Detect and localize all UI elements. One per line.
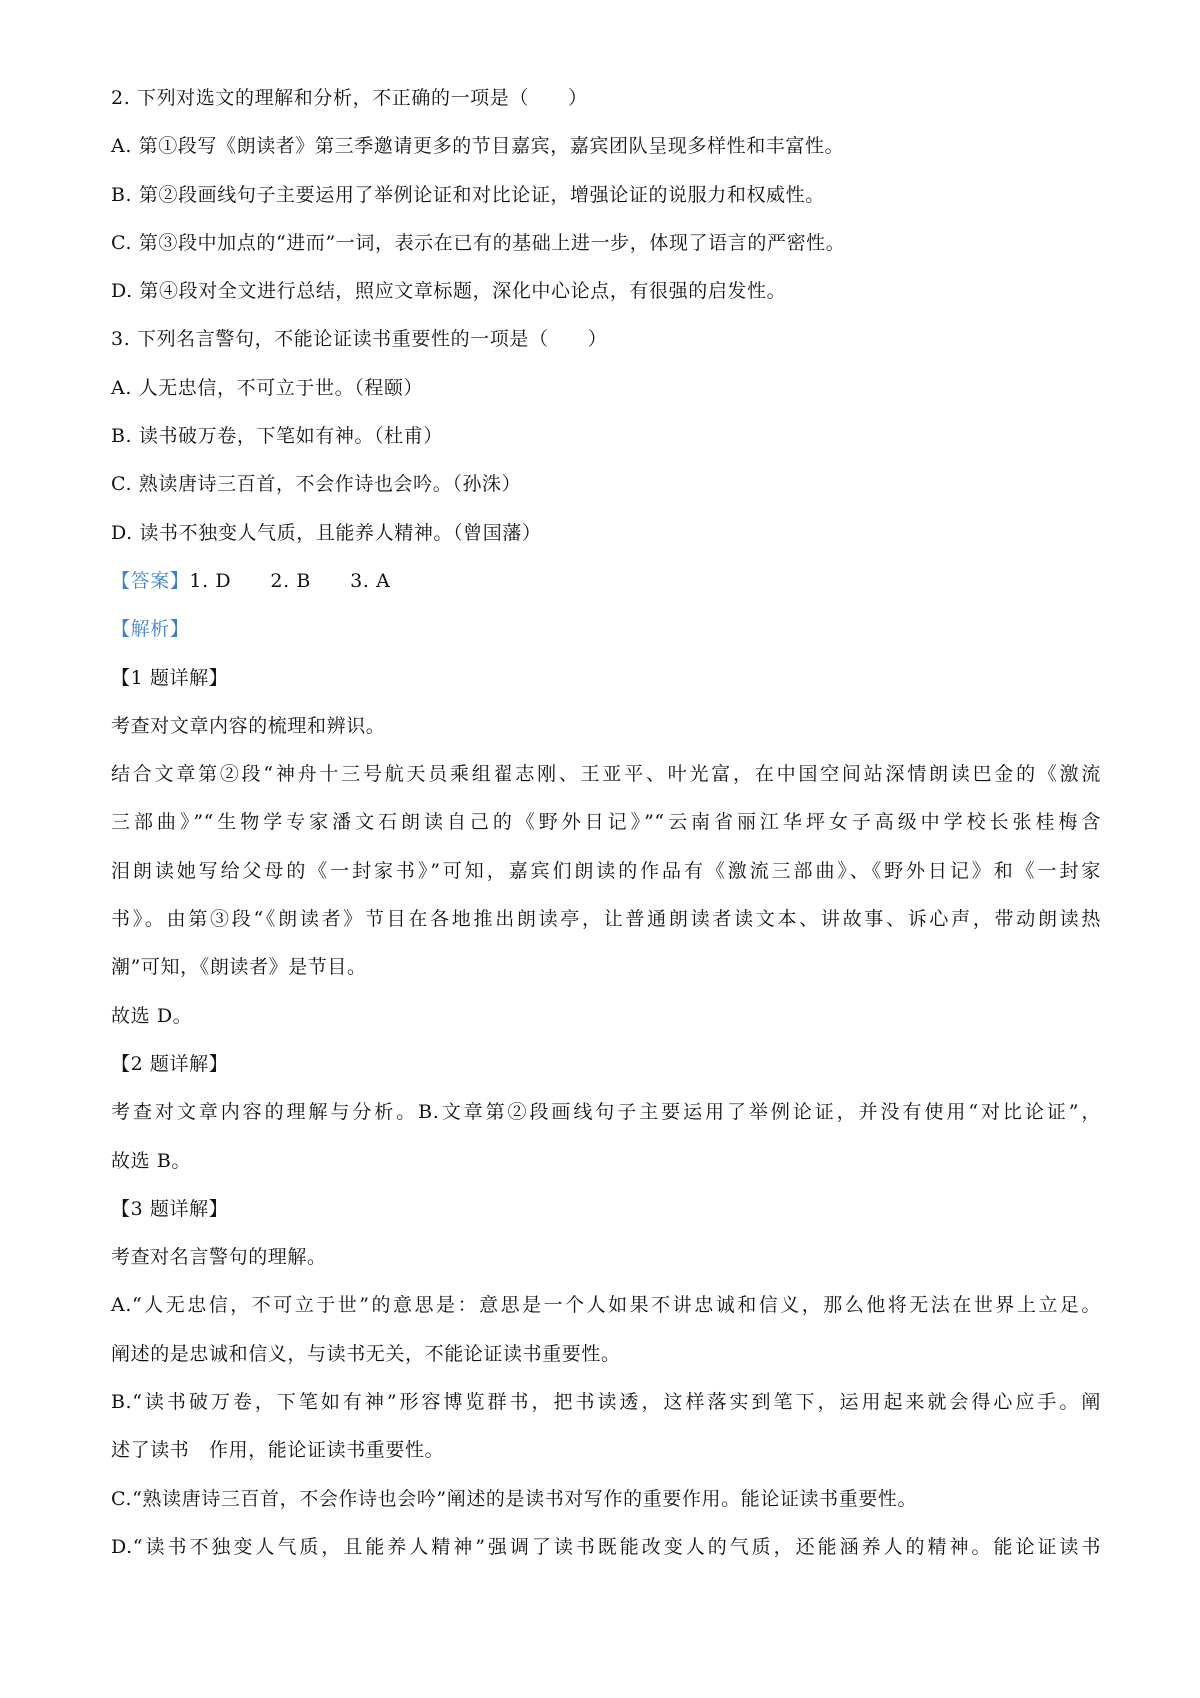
detail-3-line: D.“读书不独变人气质，且能养人精神”强调了读书既能改变人的气质，还能涵养人的精神。能论证读书 — [111, 1535, 1101, 1558]
answer-label: 【答案】 — [111, 569, 190, 592]
detail-3-line: 阐述的是忠诚和信义，与读书无关，不能论证读书重要性。 — [111, 1342, 621, 1365]
detail-1-line: 结合文章第②段“神舟十三号航天员乘组翟志刚、王亚平、叶光富，在中国空间站深情朗读巴金的《激流 — [111, 763, 1101, 786]
question-3-option-c: C. 熟读唐诗三百首，不会作诗也会吟。（孙洙） — [111, 473, 522, 496]
detail-1-line: 潮”可知，《朗读者》是节目。 — [111, 956, 367, 979]
detail-3-line: A.“人无忠信，不可立于世”的意思是：意思是一个人如果不讲忠诚和信义，那么他将无法在世界上立足。 — [111, 1294, 1101, 1317]
analysis-label: 【解析】 — [111, 618, 190, 641]
detail-2-line: 考查对文章内容的理解与分析。B.文章第②段画线句子主要运用了举例论证，并没有使用“对比论证”， — [111, 1101, 1101, 1124]
question-2-option-d: D. 第④段对全文进行总结，照应文章标题，深化中心论点，有很强的启发性。 — [111, 280, 787, 303]
question-2-option-a: A. 第①段写《朗读者》第三季邀请更多的节目嘉宾，嘉宾团队呈现多样性和丰富性。 — [111, 135, 845, 158]
detail-1-line: 书》。由第③段“《朗读者》节目在各地推出朗读亭，让普通朗读者读文本、讲故事、诉心声，带动朗读热 — [111, 908, 1101, 931]
question-3-option-a: A. 人无忠信，不可立于世。（程颐） — [111, 376, 424, 399]
detail-1-line: 三部曲》”“生物学专家潘文石朗读自己的《野外日记》”“云南省丽江华坪女子高级中学校长张桂梅含 — [111, 811, 1101, 834]
question-3-stem: 3. 下列名言警句，不能论证读书重要性的一项是（ ） — [111, 328, 608, 351]
question-2-option-c: C. 第③段中加点的“进而”一词，表示在已有的基础上进一步，体现了语言的严密性。 — [111, 231, 846, 254]
answer-line — [111, 569, 1101, 593]
document-content — [111, 86, 1101, 1583]
detail-1-line: 考查对文章内容的梳理和辨识。 — [111, 714, 386, 737]
detail-3-line: 考查对名言警句的理解。 — [111, 1246, 327, 1269]
detail-1-line: 故选 D。 — [111, 1004, 193, 1027]
detail-2-line: 故选 B。 — [111, 1149, 192, 1172]
detail-2-heading: 【2 题详解】 — [111, 1052, 229, 1075]
detail-3-line: 述了读书 作用，能论证读书重要性。 — [111, 1439, 445, 1462]
detail-3-heading: 【3 题详解】 — [111, 1197, 229, 1220]
detail-1-heading: 【1 题详解】 — [111, 666, 229, 689]
detail-3-line: C.“熟读唐诗三百首，不会作诗也会吟”阐述的是读书对写作的重要作用。能论证读书重要性。 — [111, 1487, 918, 1510]
answer-text: 1. D 2. B 3. A — [189, 569, 391, 592]
question-3-option-d: D. 读书不独变人气质，且能养人精神。（曾国藩） — [111, 521, 542, 544]
question-2-stem: 2. 下列对选文的理解和分析，不正确的一项是（ ） — [111, 87, 588, 109]
question-2-option-b: B. 第②段画线句子主要运用了举例论证和对比论证，增强论证的说服力和权威性。 — [111, 183, 825, 206]
detail-3-line: B.“读书破万卷，下笔如有神”形容博览群书，把书读透，这样落实到笔下，运用起来就会得心应手。阐 — [111, 1391, 1101, 1414]
question-3-option-b: B. 读书破万卷，下笔如有神。（杜甫） — [111, 425, 443, 448]
detail-1-line: 泪朗读她写给父母的《一封家书》”可知，嘉宾们朗读的作品有《激流三部曲》、《野外日记》和《一封家 — [111, 859, 1101, 882]
